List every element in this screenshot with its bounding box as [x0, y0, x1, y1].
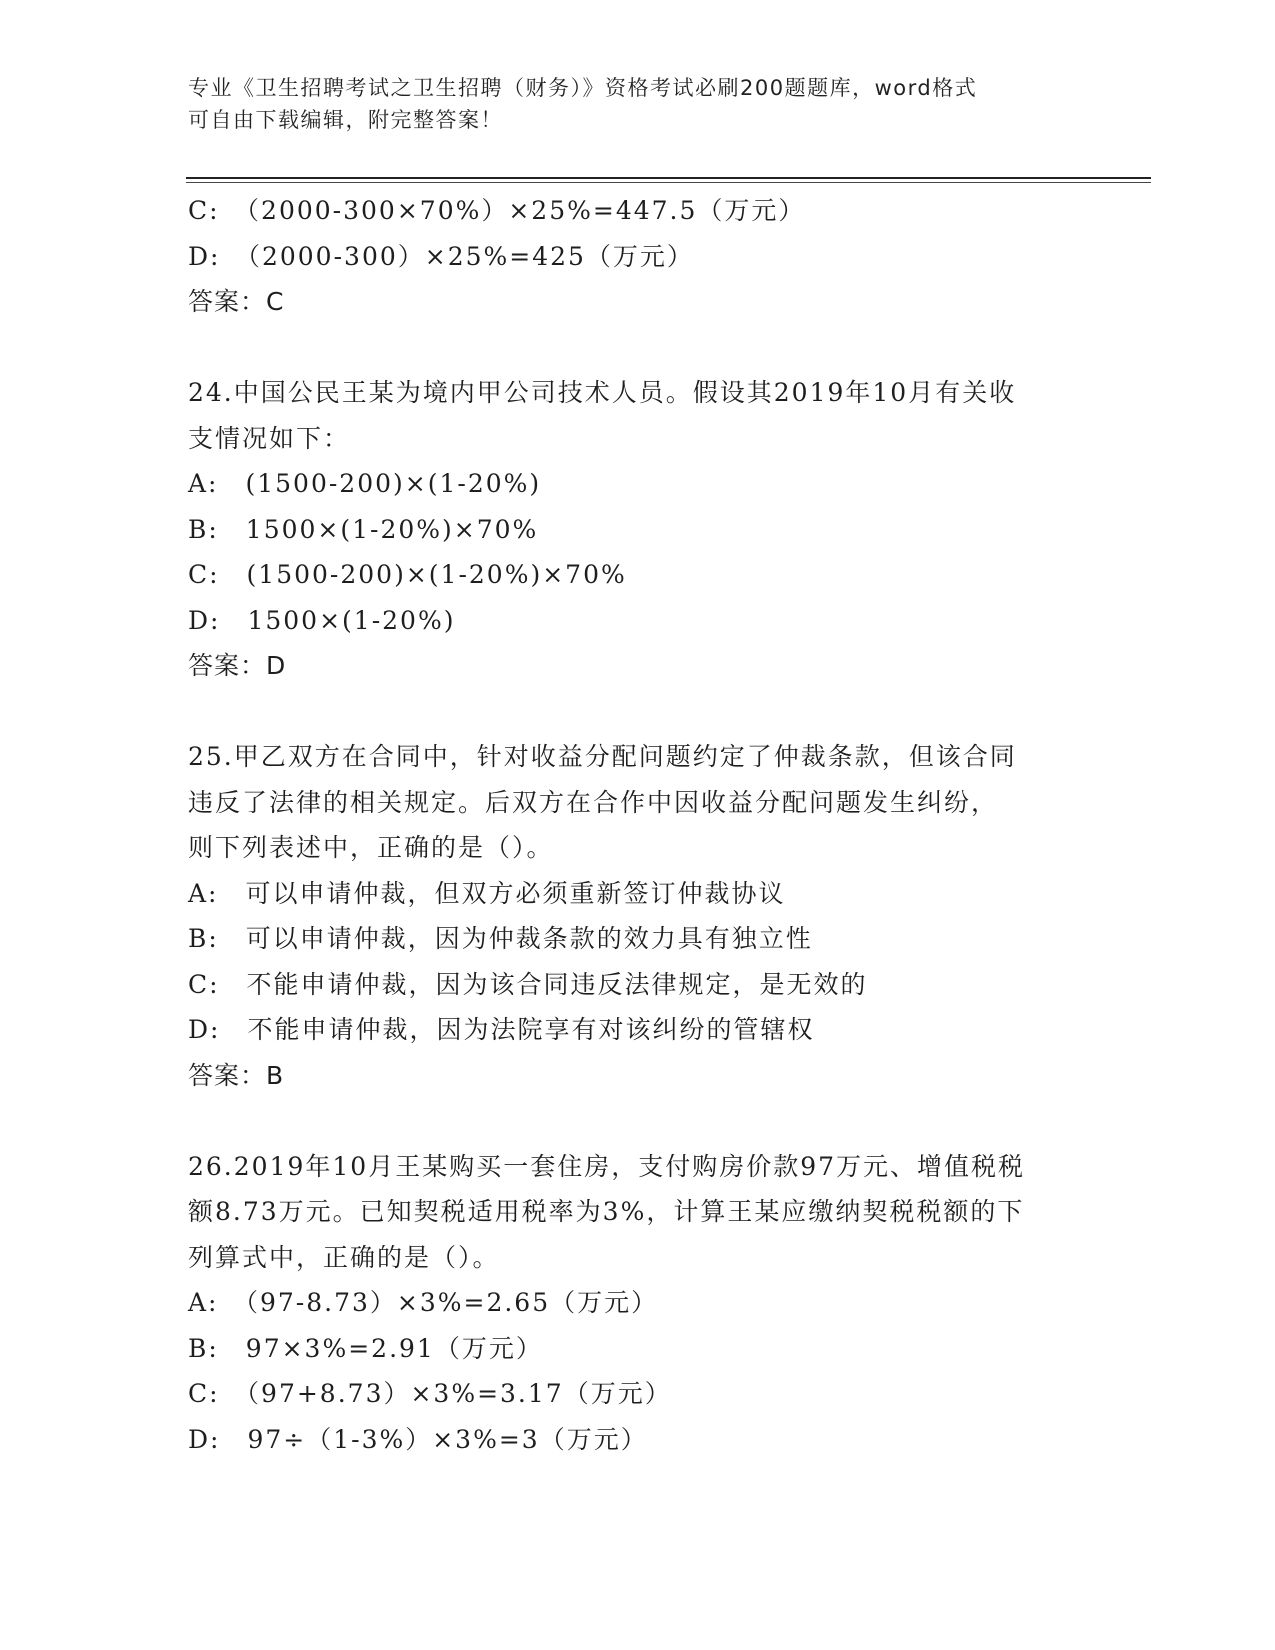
question-26 — [188, 1144, 1088, 1463]
option-d: D: 1500×(1-20%) — [188, 605, 456, 635]
header-title-line-2: 可自由下载编辑，附完整答案！ — [188, 108, 503, 132]
question-23-continued — [188, 188, 1088, 325]
question-stem-line: 列算式中，正确的是（）。 — [188, 1242, 500, 1272]
option-c: C: （97+8.73）×3%=3.17（万元） — [188, 1379, 672, 1408]
question-content — [188, 188, 1088, 1462]
spacer — [188, 325, 1088, 371]
option-c: C: 不能申请仲裁，因为该合同违反法律规定，是无效的 — [188, 969, 868, 999]
option-a: A: (1500-200)×(1-20%) — [188, 469, 542, 498]
option-c: C: (1500-200)×(1-20%)×70% — [188, 560, 627, 589]
option-a: A: （97-8.73）×3%=2.65（万元） — [188, 1288, 659, 1317]
option-d: D: 不能申请仲裁，因为法院享有对该纠纷的管辖权 — [188, 1015, 815, 1044]
header-divider-thick — [186, 177, 1151, 179]
question-24 — [188, 370, 1088, 689]
spacer — [188, 689, 1088, 735]
option-d: D: 97÷（1-3%）×3%=3（万元） — [188, 1424, 648, 1454]
answer-line: 答案：C — [188, 287, 285, 316]
header-title-line-1: 专业《卫生招聘考试之卫生招聘（财务）》资格考试必刷200题题库，word格式 — [188, 76, 978, 100]
spacer — [188, 1098, 1088, 1144]
question-stem-line: 违反了法律的相关规定。后双方在合作中因收益分配问题发生纠纷， — [188, 787, 999, 817]
header-divider-thin — [186, 182, 1151, 183]
question-25 — [188, 734, 1088, 1098]
question-stem-line: 26.2019年10月王某购买一套住房，支付购房价款97万元、增值税税 — [188, 1151, 1026, 1181]
question-stem-line: 25.甲乙双方在合同中，针对收益分配问题约定了仲裁条款，但该合同 — [188, 742, 1017, 771]
question-stem-line: 则下列表述中，正确的是（）。 — [188, 833, 554, 862]
option-b: B: 可以申请仲裁，因为仲裁条款的效力具有独立性 — [188, 924, 813, 953]
answer-line: 答案：D — [188, 651, 287, 680]
option-d: D: （2000-300）×25%=425（万元） — [188, 241, 694, 271]
question-stem-line: 24.中国公民王某为境内甲公司技术人员。假设其2019年10月有关收 — [188, 378, 1017, 407]
question-stem-line: 支情况如下： — [188, 423, 351, 453]
answer-line: 答案：B — [188, 1060, 285, 1090]
option-a: A: 可以申请仲裁，但双方必须重新签订仲裁协议 — [188, 878, 786, 908]
document-header — [188, 72, 1068, 136]
option-b: B: 1500×(1-20%)×70% — [188, 514, 539, 544]
question-stem-line: 额8.73万元。已知契税适用税率为3%，计算王某应缴纳契税税额的下 — [188, 1197, 1025, 1226]
option-c: C: （2000-300×70%）×25%=447.5（万元） — [188, 196, 806, 225]
option-b: B: 97×3%=2.91（万元） — [188, 1333, 543, 1363]
